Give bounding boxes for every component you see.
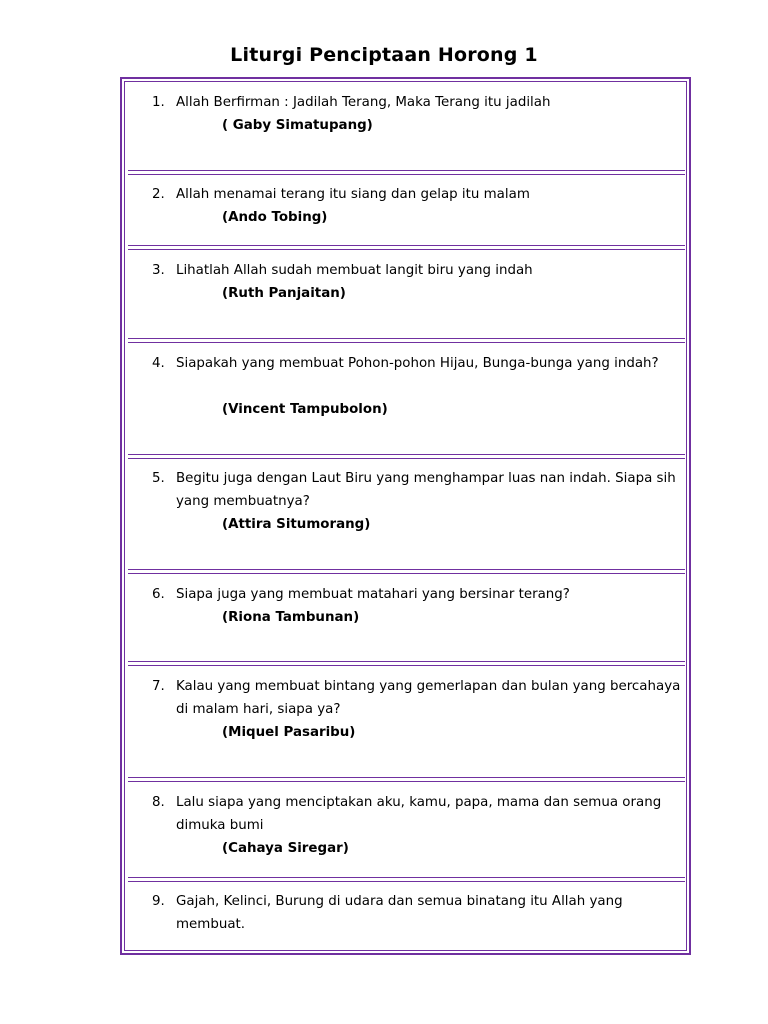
item-number: 3. <box>152 263 165 278</box>
item-text: Allah menamai terang itu siang dan gelap itu malam <box>176 187 530 202</box>
item-text: Begitu juga dengan Laut Biru yang menghampar luas nan indah. Siapa sih yang membuatnya? <box>176 471 676 509</box>
item-text: Gajah, Kelinci, Burung di udara dan semua binatang itu Allah yang membuat. <box>176 894 623 932</box>
item-speaker: (Vincent Tampubolon) <box>222 402 388 417</box>
item-text: Siapa juga yang membuat matahari yang bersinar terang? <box>176 587 570 602</box>
item-number: 4. <box>152 356 165 371</box>
item-number: 8. <box>152 795 165 810</box>
item-number: 1. <box>152 95 165 110</box>
row-separator <box>128 777 685 782</box>
row-separator <box>128 661 685 666</box>
list-item <box>152 91 682 114</box>
item-text: Siapakah yang membuat Pohon-pohon Hijau, Bunga-bunga yang indah? <box>176 356 659 371</box>
document-title: Liturgi Penciptaan Horong 1 <box>230 44 538 66</box>
list-item <box>152 890 682 936</box>
item-number: 5. <box>152 471 165 486</box>
item-number: 2. <box>152 187 165 202</box>
item-speaker: (Ruth Panjaitan) <box>222 286 346 301</box>
row-separator <box>128 338 685 343</box>
item-speaker: (Cahaya Siregar) <box>222 841 349 856</box>
item-text: Kalau yang membuat bintang yang gemerlapan dan bulan yang bercahaya di malam hari, siapa ya? <box>176 679 681 717</box>
item-speaker: (Ando Tobing) <box>222 210 328 225</box>
row-separator <box>128 569 685 574</box>
list-item <box>152 183 682 206</box>
list-item <box>152 583 682 606</box>
item-text: Allah Berfirman : Jadilah Terang, Maka Terang itu jadilah <box>176 95 551 110</box>
list-item <box>152 467 682 513</box>
item-number: 6. <box>152 587 165 602</box>
row-separator <box>128 454 685 459</box>
row-separator <box>128 170 685 175</box>
list-item <box>152 675 682 721</box>
item-number: 9. <box>152 894 165 909</box>
item-speaker: (Riona Tambunan) <box>222 610 360 625</box>
item-speaker: (Miquel Pasaribu) <box>222 725 356 740</box>
list-item <box>152 352 682 375</box>
row-separator <box>128 877 685 882</box>
list-item <box>152 791 682 837</box>
item-number: 7. <box>152 679 165 694</box>
item-speaker: (Attira Situmorang) <box>222 517 371 532</box>
item-text: Lihatlah Allah sudah membuat langit biru yang indah <box>176 263 533 278</box>
row-separator <box>128 245 685 250</box>
item-text: Lalu siapa yang menciptakan aku, kamu, papa, mama dan semua orang dimuka bumi <box>176 795 662 833</box>
item-speaker: ( Gaby Simatupang) <box>222 118 373 133</box>
list-item <box>152 259 682 282</box>
